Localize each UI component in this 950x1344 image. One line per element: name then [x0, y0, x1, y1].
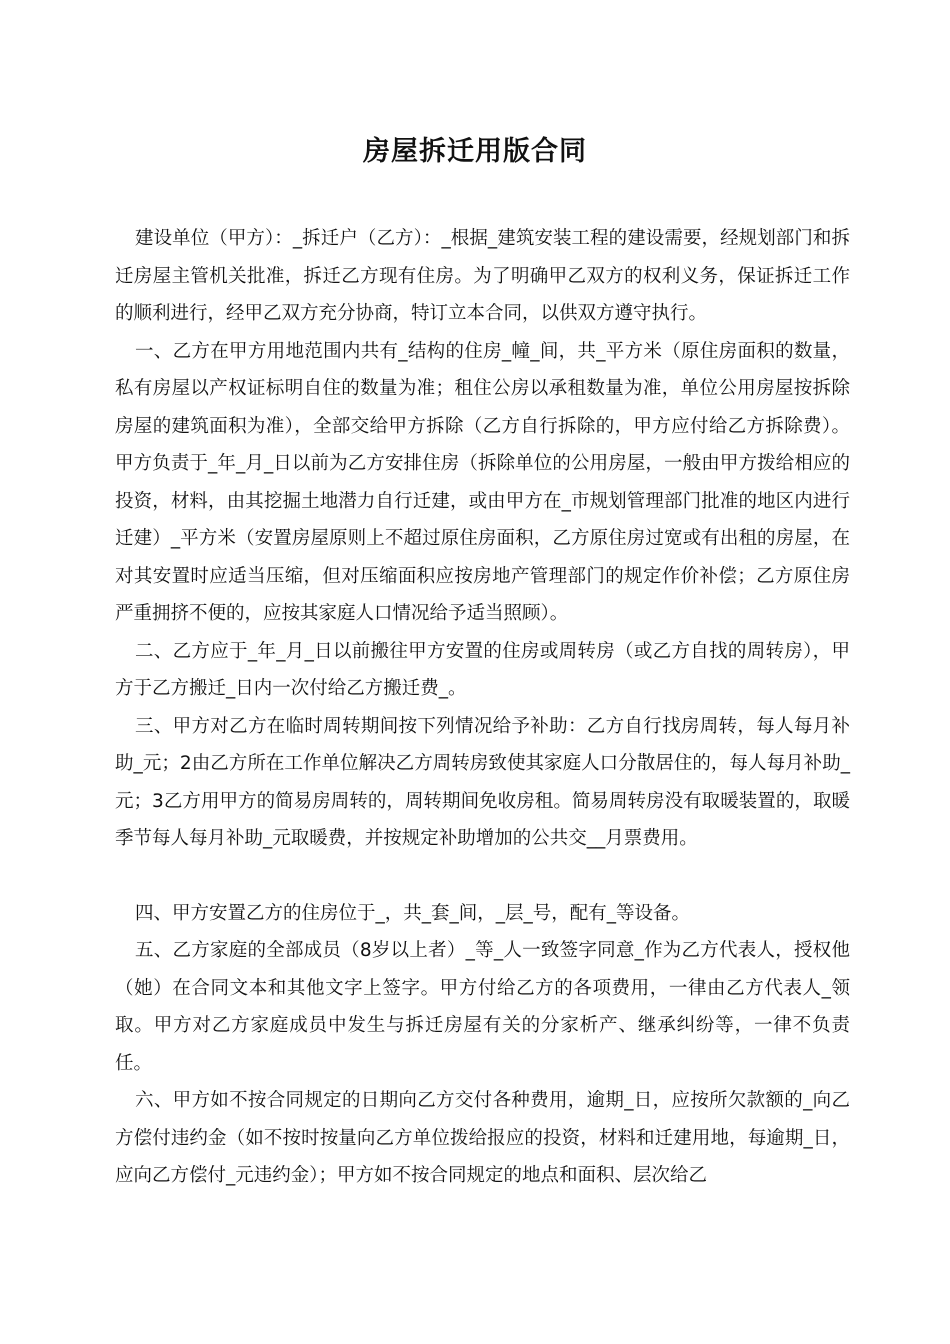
paragraph-clause-4: 四、甲方安置乙方的住房位于_，共_套_间，_层_号，配有_等设备。 [135, 902, 691, 924]
paragraph-clause-6: 六、甲方如不按合同规定的日期向乙方交付各种费用，逾期_日，应按所欠款额的_向乙方偿付违约金（如不按时按量向乙方单位拨给报应的投资，材料和迁建用地，每逾期_日，应向乙方偿付_元违约金）；甲方如不按合同规定的地点和面积、层次给乙 [115, 1090, 850, 1186]
document-body [115, 220, 850, 1195]
paragraph-clause-3: 三、甲方对乙方在临时周转期间按下列情况给予补助：乙方自行找房周转，每人每月补助_元；2由乙方所在工作单位解决乙方周转房致使其家庭人口分散居住的，每人每月补助_元；3乙方用甲方的简易房周转的，周转期间免收房租。简易周转房没有取暖装置的，取暖季节每人每月补助_元取暖费，并按规定补助增加的公共交__月票费用。 [115, 715, 850, 849]
paragraph-preamble: 建设单位（甲方）：_拆迁户（乙方）：_根据_建筑安装工程的建设需要，经规划部门和拆迁房屋主管机关批准，拆迁乙方现有住房。为了明确甲乙双方的权利义务，保证拆迁工作的顺利进行，经甲乙双方充分协商，特订立本合同，以供双方遵守执行。 [115, 228, 850, 324]
paragraph-clause-2: 二、乙方应于_年_月_日以前搬往甲方安置的住房或周转房（或乙方自找的周转房），甲方于乙方搬迁_日内一次付给乙方搬迁费_。 [115, 640, 850, 699]
paragraph-clause-1: 一、乙方在甲方用地范围内共有_结构的住房_幢_间，共_平方米（原住房面积的数量，私有房屋以产权证标明自住的数量为准；租住公房以承租数量为准，单位公用房屋按拆除房屋的建筑面积为准），全部交给甲方拆除（乙方自行拆除的，甲方应付给乙方拆除费）。甲方负责于_年_月_日以前为乙方安排住房（拆除单位的公用房屋，一般由甲方拨给相应的投资，材料，由其挖掘土地潜力自行迁建，或由甲方在_市规划管理部门批准的地区内进行迁建）_平方米（安置房屋原则上不超过原住房面积，乙方原住房过宽或有出租的房屋，在对其安置时应适当压缩，但对压缩面积应按房地产管理部门的规定作价补偿；乙方原住房严重拥挤不便的，应按其家庭人口情况给予适当照顾）。 [115, 340, 850, 624]
document-title: 房屋拆迁用版合同 [363, 136, 587, 167]
paragraph-clause-5: 五、乙方家庭的全部成员（8岁以上者）_等_人一致签字同意_作为乙方代表人，授权他（她）在合同文本和其他文字上签字。甲方付给乙方的各项费用，一律由乙方代表人_领取。甲方对乙方家庭成员中发生与拆迁房屋有关的分家析产、继承纠纷等，一律不负责任。 [115, 940, 850, 1074]
